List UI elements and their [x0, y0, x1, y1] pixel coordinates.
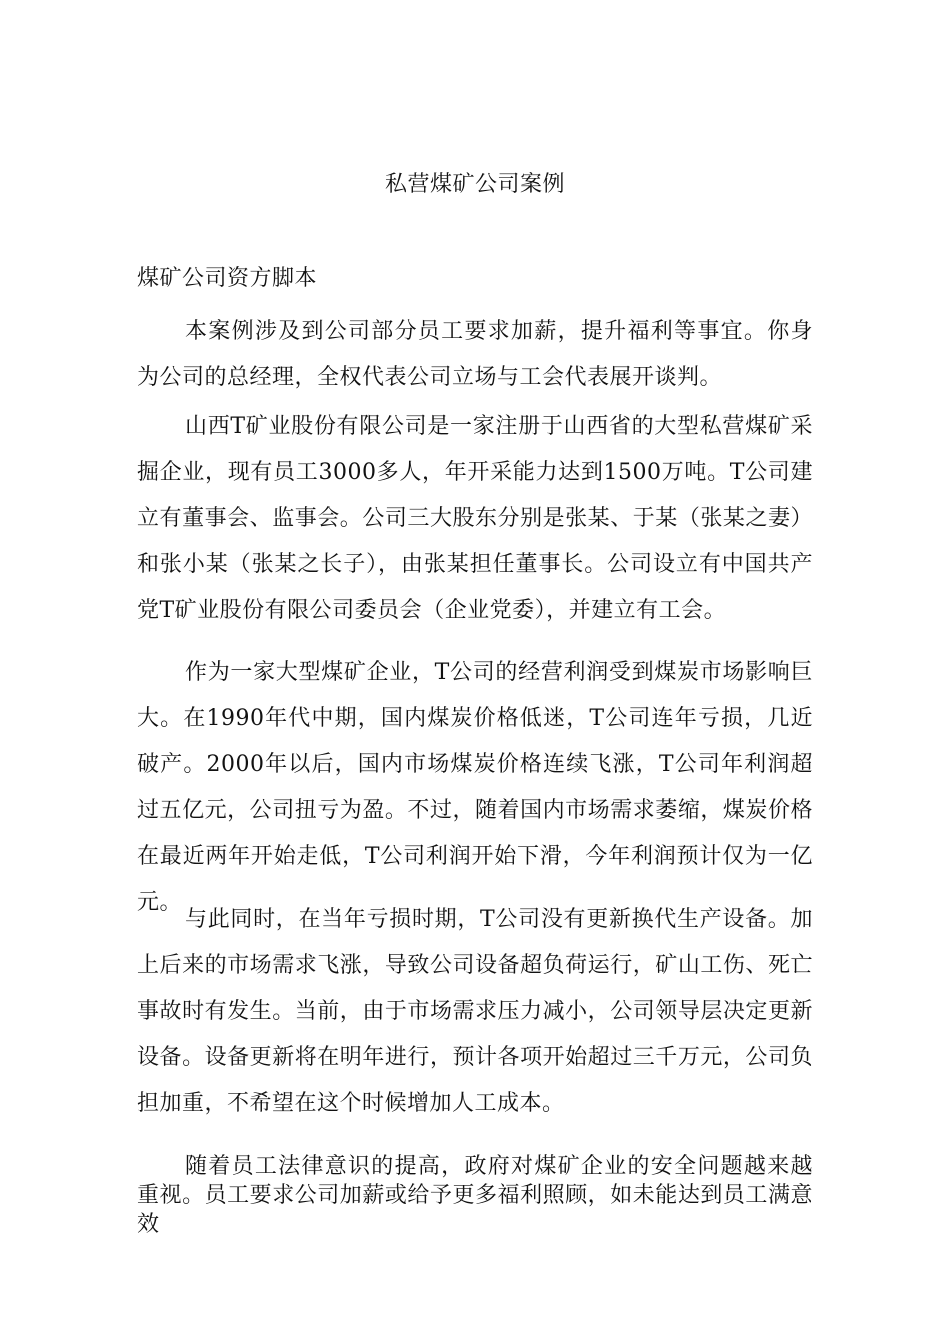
paragraph: 本案例涉及到公司部分员工要求加薪，提升福利等事宜。你身为公司的总经理，全权代表公司立场与工会代表展开谈判。 [137, 319, 813, 390]
paragraph: 随着员工法律意识的提高，政府对煤矿企业的安全问题越来越重视。员工要求公司加薪或给予更多福利照顾，如未能达到员工满意效 [137, 1154, 813, 1237]
section-heading: 煤矿公司资方脚本 [137, 266, 318, 291]
paragraph: 与此同时，在当年亏损时期，T公司没有更新换代生产设备。加上后来的市场需求飞涨，导致公司设备超负荷运行，矿山工伤、死亡事故时有发生。当前，由于市场需求压力减小，公司领导层决定更新设备。设备更新将在明年进行，预计各项开始超过三千万元，公司负担加重，不希望在这个时候增加人工成本。 [137, 907, 813, 1116]
paragraph: 作为一家大型煤矿企业，T公司的经营利润受到煤炭市场影响巨大。在1990年代中期，国内煤炭价格低迷，T公司连年亏损，几近破产。2000年以后，国内市场煤炭价格连续飞涨，T公司年利润超过五亿元，公司扭亏为盈。不过，随着国内市场需求萎缩，煤炭价格在最近两年开始走低，T公司利润开始下滑，今年利润预计仅为一亿元。 [137, 660, 813, 915]
paragraph: 山西T矿业股份有限公司是一家注册于山西省的大型私营煤矿采掘企业，现有员工3000多人，年开采能力达到1500万吨。T公司建立有董事会、监事会。公司三大股东分别是张某、于某（张某之妻）和张小某（张某之长子），由张某担任董事长。公司设立有中国共产党T矿业股份有限公司委员会（企业党委），并建立有工会。 [137, 414, 813, 623]
document-title: 私营煤矿公司案例 [384, 172, 565, 197]
